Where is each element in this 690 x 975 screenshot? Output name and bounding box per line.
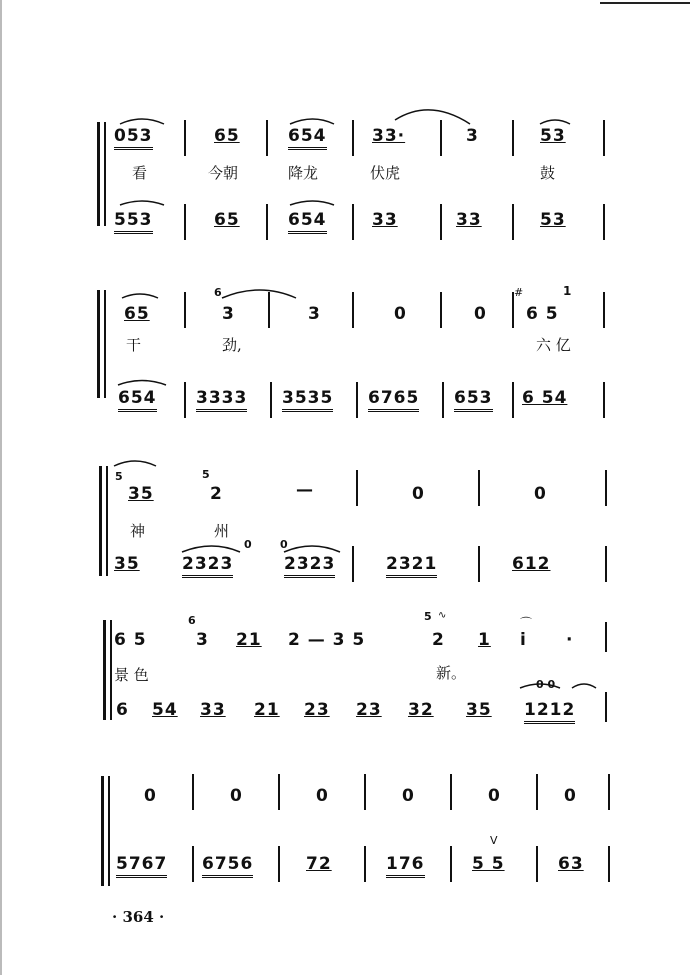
note-group: 33· <box>372 126 406 146</box>
note-group: 32 <box>408 700 434 720</box>
note-group: 54 <box>152 700 178 720</box>
note-group: 53 <box>540 126 566 146</box>
lyric: 看 <box>132 164 148 182</box>
note-group: 0 <box>488 786 501 806</box>
trill-icon: ∿ <box>438 610 447 621</box>
note-group: 65 <box>214 210 240 230</box>
grace-note: 5 <box>424 610 432 623</box>
note-group: 63 <box>558 854 584 874</box>
bar-line <box>364 846 366 882</box>
note-group: 654 <box>288 126 327 150</box>
bar-line <box>278 846 280 882</box>
note-group: 0 <box>230 786 243 806</box>
note-group: 6765 <box>368 388 419 412</box>
note-group: 35 <box>466 700 492 720</box>
lyric: 州 <box>214 522 230 540</box>
note-group: 6 <box>116 700 129 720</box>
note-group: 33 <box>456 210 482 230</box>
note-group: 2321 <box>386 554 437 578</box>
note-group: 72 <box>306 854 332 874</box>
lyric: 新。 <box>436 664 467 682</box>
lyric: 景 色 <box>114 666 149 684</box>
note-group: 053 <box>114 126 153 150</box>
note-group: 5 5 <box>472 854 505 874</box>
note-group: 653 <box>454 388 493 412</box>
lyric: 六 亿 <box>536 336 571 354</box>
note-group: 2 — 3 5 <box>288 630 366 650</box>
bar-line <box>605 692 607 722</box>
bar-line <box>608 846 610 882</box>
note-group: 33 <box>372 210 398 230</box>
note-group: 1 <box>478 630 491 650</box>
note-group: 6 54 <box>522 388 568 408</box>
note-group: 23 <box>304 700 330 720</box>
note-group: i <box>520 630 527 650</box>
grace-note: 1 <box>563 284 572 298</box>
note-group: 0 <box>534 484 547 504</box>
note-group: 1212 <box>524 700 575 724</box>
note-group: 6 5 <box>114 630 147 650</box>
note-group: 0 <box>394 304 407 324</box>
lyric: 劲, <box>222 336 242 354</box>
note-group: 654 <box>288 210 327 234</box>
system-bracket-inner <box>108 776 110 886</box>
lyric: 鼓 <box>540 164 556 182</box>
note-group: 3 <box>196 630 209 650</box>
bar-line <box>192 846 194 882</box>
note-group: 2323 <box>284 554 335 578</box>
note-group: 176 <box>386 854 425 878</box>
note-group: 0 <box>564 786 577 806</box>
note-group: 2 <box>432 630 445 650</box>
note-group: 35 <box>114 554 140 574</box>
note-group: 35 <box>128 484 154 504</box>
bar-line <box>192 774 194 810</box>
lyric: 降龙 <box>288 164 319 182</box>
note-group: 0 <box>474 304 487 324</box>
bar-line <box>605 622 607 652</box>
note-group: — <box>296 480 314 500</box>
note-group: 65 <box>214 126 240 146</box>
note-group: 0 <box>412 484 425 504</box>
note-group: 5767 <box>116 854 167 878</box>
note-group: 3 <box>222 304 235 324</box>
note-group: 33 <box>200 700 226 720</box>
grace-note: 0 <box>280 538 288 551</box>
note-group: 6 5 <box>526 304 559 324</box>
page-number: · 364 · <box>112 908 165 926</box>
note-group: 3 <box>308 304 321 324</box>
note-group: 553 <box>114 210 153 234</box>
bar-line <box>450 774 452 810</box>
note-group: 0 <box>144 786 157 806</box>
note-group: 53 <box>540 210 566 230</box>
bar-line <box>536 774 538 810</box>
note-group: 0 <box>316 786 329 806</box>
note-group: 6756 <box>202 854 253 878</box>
lyric: 干 <box>126 336 142 354</box>
bar-line <box>536 846 538 882</box>
lyric: 今朝 <box>208 164 239 182</box>
note-group: 0 <box>402 786 415 806</box>
note-group: 65 <box>124 304 150 324</box>
note-group: 3333 <box>196 388 247 412</box>
bar-line <box>364 774 366 810</box>
lyric: 神 <box>130 522 146 540</box>
fermata-icon: ⌒ <box>520 616 533 630</box>
note-group: 3 <box>466 126 479 146</box>
grace-note: 0 <box>244 538 252 551</box>
bar-line <box>608 774 610 810</box>
note-group: 3535 <box>282 388 333 412</box>
note-group: · <box>566 630 574 650</box>
note-group: 21 <box>236 630 262 650</box>
note-group: 2323 <box>182 554 233 578</box>
grace-note: 0 0 <box>536 678 556 691</box>
grace-note: 6 <box>214 286 222 299</box>
bar-line <box>450 846 452 882</box>
grace-note: 5 <box>115 470 123 483</box>
grace-note: 6 <box>188 614 196 627</box>
sharp-icon: # <box>514 286 524 299</box>
breath-mark-icon: V <box>490 834 498 847</box>
note-group: 23 <box>356 700 382 720</box>
system-bracket <box>101 776 104 886</box>
bar-line <box>278 774 280 810</box>
lyric: 伏虎 <box>370 164 401 182</box>
note-group: 2 <box>210 484 223 504</box>
grace-note: 5 <box>202 468 210 481</box>
note-group: 21 <box>254 700 280 720</box>
note-group: 612 <box>512 554 551 574</box>
note-group: 654 <box>118 388 157 412</box>
